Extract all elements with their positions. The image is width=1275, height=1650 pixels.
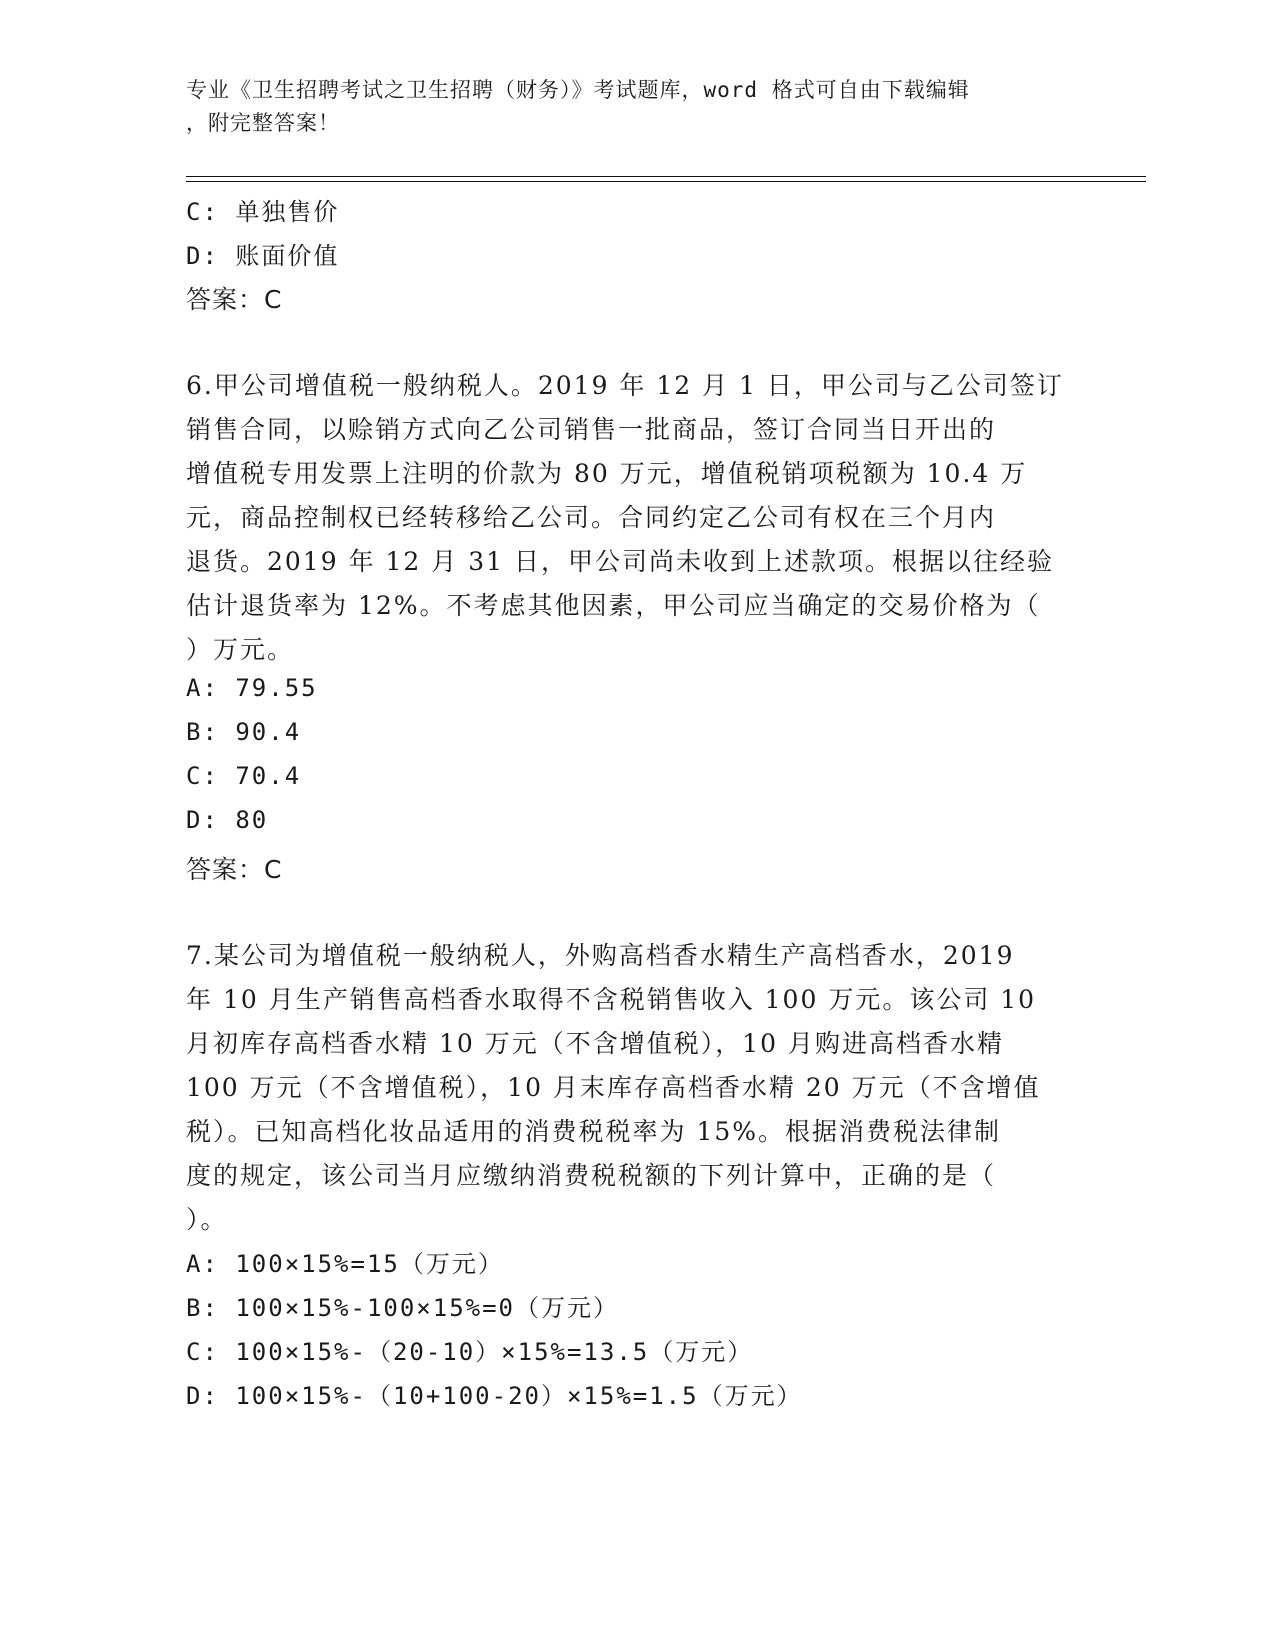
header-divider-bottom <box>186 181 1146 182</box>
q7-option-a: A: 100×15%=15（万元） <box>186 1250 504 1278</box>
q7-option-d: D: 100×15%-（10+100-20）×15%=1.5（万元） <box>186 1382 803 1410</box>
q6-text-line: ）万元。 <box>186 635 295 664</box>
q6-option-c: C: 70.4 <box>186 762 302 790</box>
q6-text-line: 增值税专用发票上注明的价款为 80 万元，增值税销项税额为 10.4 万 <box>186 459 1028 488</box>
q5-answer: 答案：C <box>186 285 283 314</box>
q6-answer: 答案：C <box>186 855 283 884</box>
q6-text-line: 估计退货率为 12%。不考虑其他因素，甲公司应当确定的交易价格为（ <box>186 591 1041 620</box>
q6-text-line: 退货。2019 年 12 月 31 日，甲公司尚未收到上述款项。根据以往经验 <box>186 547 1054 576</box>
q7-text-line: 税）。已知高档化妆品适用的消费税税率为 15%。根据消费税法律制 <box>186 1117 1002 1146</box>
header-divider-top <box>186 176 1146 177</box>
q5-option-c: C: 单独售价 <box>186 198 340 226</box>
q7-option-c: C: 100×15%-（20-10）×15%=13.5（万元） <box>186 1338 754 1366</box>
q5-option-d: D: 账面价值 <box>186 242 340 270</box>
q6-option-b: B: 90.4 <box>186 718 302 746</box>
q7-text-line: 100 万元（不含增值税），10 月末库存高档香水精 20 万元（不含增值 <box>186 1073 1041 1102</box>
q7-option-b: B: 100×15%-100×15%=0（万元） <box>186 1294 619 1322</box>
q7-text-line: ）。 <box>186 1205 228 1234</box>
header-line-2: ，附完整答案！ <box>186 111 340 135</box>
q6-text-line: 元，商品控制权已经转移给乙公司。合同约定乙公司有权在三个月内 <box>186 503 997 532</box>
q6-option-a: A: 79.55 <box>186 674 318 702</box>
q6-text-line: 6.甲公司增值税一般纳税人。2019 年 12 月 1 日，甲公司与乙公司签订 <box>186 371 1064 400</box>
q7-text-line: 度的规定，该公司当月应缴纳消费税税额的下列计算中，正确的是（ <box>186 1161 997 1190</box>
q7-text-line: 月初库存高档香水精 10 万元（不含增值税），10 月购进高档香水精 <box>186 1029 1004 1058</box>
document-header <box>186 74 1066 140</box>
header-line-1: 专业《卫生招聘考试之卫生招聘（财务）》考试题库，word 格式可自由下载编辑 <box>186 78 970 102</box>
q6-text-line: 销售合同，以赊销方式向乙公司销售一批商品，签订合同当日开出的 <box>186 415 997 444</box>
q7-text-line: 7.某公司为增值税一般纳税人，外购高档香水精生产高档香水，2019 <box>186 941 1015 970</box>
q7-text-line: 年 10 月生产销售高档香水取得不含税销售收入 100 万元。该公司 10 <box>186 985 1037 1014</box>
q6-option-d: D: 80 <box>186 806 269 834</box>
